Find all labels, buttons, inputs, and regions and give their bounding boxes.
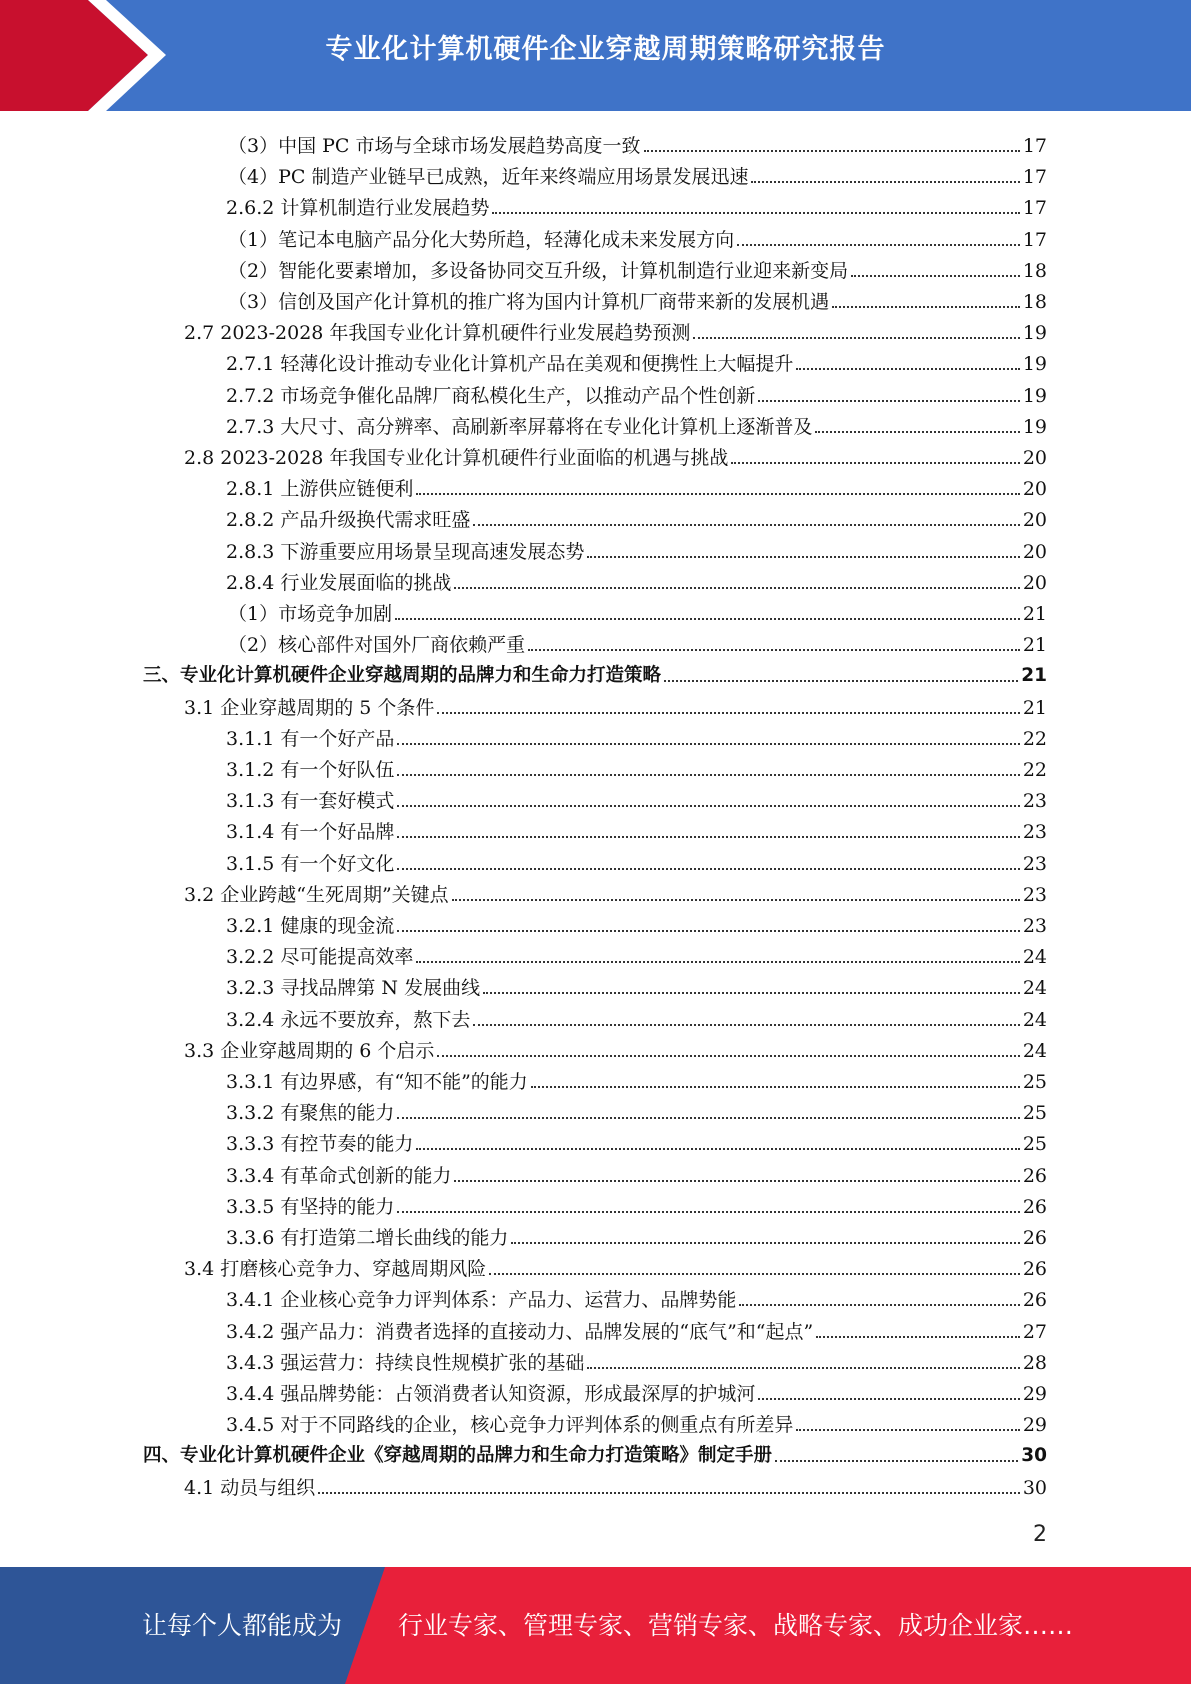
toc-entry[interactable]: [226, 813, 1047, 844]
toc-entry[interactable]: [184, 689, 1047, 720]
toc-entry-page: 29: [1022, 1383, 1047, 1405]
toc-dot-leader: [739, 1304, 1019, 1306]
toc-entry-page: 20: [1022, 478, 1047, 501]
toc-entry-page: 20: [1022, 447, 1047, 469]
page-number: 2: [1033, 1522, 1047, 1547]
toc-dot-leader: [416, 1148, 1019, 1150]
toc-entry-page: 23: [1022, 883, 1047, 906]
toc-entry-page: 22: [1022, 759, 1047, 781]
toc-entry[interactable]: [226, 1406, 1047, 1437]
toc-dot-leader: [587, 1367, 1019, 1369]
toc-dot-leader: [492, 212, 1019, 214]
toc-entry[interactable]: [226, 969, 1047, 1000]
toc-entry[interactable]: [226, 1188, 1047, 1219]
toc-entry[interactable]: [226, 907, 1047, 938]
toc-entry-page: 21: [1022, 603, 1047, 625]
toc-dot-leader: [397, 805, 1019, 807]
toc-entry-title: （1）市场竞争加剧: [228, 603, 393, 625]
toc-entry-page: 23: [1022, 915, 1047, 937]
toc-dot-leader: [473, 1024, 1019, 1026]
toc-entry-page: 22: [1022, 727, 1047, 750]
toc-entry[interactable]: [184, 1250, 1047, 1281]
toc-entry-title: 2.7.3 大尺寸、高分辨率、高刷新率屏幕将在专业化计算机上逐渐普及: [226, 415, 813, 438]
toc-entry-title: 3.2.1 健康的现金流: [226, 915, 395, 937]
toc-dot-leader: [775, 1460, 1018, 1462]
toc-entry[interactable]: [226, 533, 1047, 564]
toc-entry-title: 3.2 企业跨越“生死周期”关键点: [184, 883, 449, 906]
toc-entry[interactable]: [184, 1032, 1047, 1063]
toc-dot-leader: [489, 1273, 1020, 1275]
toc-entry-title: 3.4.4 强品牌势能：占领消费者认知资源，形成最深厚的护城河: [226, 1383, 756, 1405]
toc-entry-title: 2.8.3 下游重要应用场景呈现高速发展态势: [226, 540, 585, 563]
toc-entry[interactable]: [226, 1094, 1047, 1125]
toc-entry-title: 2.8.2 产品升级换代需求旺盛: [226, 509, 471, 532]
toc-dot-leader: [511, 1242, 1019, 1244]
toc-entry-page: 26: [1022, 1227, 1047, 1249]
toc-entry[interactable]: [226, 1281, 1047, 1312]
toc-entry-title: 2.8.1 上游供应链便利: [226, 478, 414, 501]
toc-entry-page: 24: [1022, 946, 1047, 969]
toc-dot-leader: [416, 961, 1019, 963]
toc-dot-leader: [816, 1336, 1020, 1338]
toc-entry[interactable]: [226, 720, 1047, 751]
toc-entry-page: 17: [1022, 135, 1047, 157]
toc-dot-leader: [454, 1180, 1019, 1182]
toc-entry-title: 3.2.3 寻找品牌第 N 发展曲线: [226, 977, 481, 1000]
toc-entry[interactable]: [228, 626, 1047, 657]
toc-entry-title: 3.4.2 强产品力：消费者选择的直接动力、品牌发展的“底气”和“起点”: [226, 1320, 814, 1343]
toc-entry[interactable]: [226, 751, 1047, 782]
toc-entry-title: 3.1.2 有一个好队伍: [226, 759, 395, 781]
toc-dot-leader: [751, 181, 1019, 183]
toc-entry[interactable]: [226, 1344, 1047, 1375]
toc-dot-leader: [528, 649, 1020, 651]
toc-entry-page: 26: [1022, 1289, 1047, 1312]
toc-entry-page: 21: [1022, 696, 1047, 719]
toc-entry-title: 2.7.2 市场竞争催化品牌厂商私模化生产，以推动产品个性创新: [226, 384, 756, 407]
toc-entry-page: 21: [1021, 665, 1047, 687]
toc-entry-title: 3.3.1 有边界感，有“知不能”的能力: [226, 1071, 528, 1093]
toc-dot-leader: [531, 1086, 1020, 1088]
toc-dot-leader: [416, 493, 1019, 495]
toc-entry-title: 2.6.2 计算机制造行业发展趋势: [226, 197, 490, 220]
toc-entry[interactable]: [226, 470, 1047, 501]
toc-entry-title: 3.4.1 企业核心竞争力评判体系：产品力、运营力、品牌势能: [226, 1289, 737, 1312]
toc-entry-title: 2.8 2023-2028 年我国专业化计算机硬件行业面临的机遇与挑战: [184, 447, 729, 469]
toc-dot-leader: [397, 743, 1019, 745]
toc-entry[interactable]: [226, 1125, 1047, 1156]
toc-entry-title: （2）核心部件对国外厂商依赖严重: [228, 634, 526, 657]
toc-dot-leader: [731, 462, 1019, 464]
toc-entry-page: 18: [1022, 259, 1047, 282]
toc-entry[interactable]: [143, 657, 1047, 688]
toc-dot-leader: [737, 244, 1020, 246]
toc-entry[interactable]: [184, 1469, 1047, 1500]
toc-entry[interactable]: [228, 252, 1047, 283]
toc-entry-title: 2.7 2023-2028 年我国专业化计算机硬件行业发展趋势预测: [184, 322, 691, 345]
toc-entry-title: 3.1 企业穿越周期的 5 个条件: [184, 696, 435, 719]
toc-dot-leader: [452, 899, 1020, 901]
toc-entry-page: 19: [1022, 353, 1047, 376]
toc-entry[interactable]: [226, 345, 1047, 376]
toc-entry[interactable]: [226, 408, 1047, 439]
toc-entry[interactable]: [226, 189, 1047, 220]
toc-entry[interactable]: [228, 221, 1047, 252]
toc-entry-page: 19: [1022, 322, 1047, 345]
toc-dot-leader: [587, 556, 1019, 558]
toc-entry-page: 20: [1022, 509, 1047, 532]
toc-entry-page: 23: [1022, 821, 1047, 844]
toc-dot-leader: [851, 275, 1020, 277]
toc-entry-title: 3.1.3 有一套好模式: [226, 790, 395, 813]
toc-entry[interactable]: [226, 845, 1047, 876]
toc-entry-page: 26: [1022, 1195, 1047, 1218]
toc-entry-title: 2.7.1 轻薄化设计推动专业化计算机产品在美观和便携性上大幅提升: [226, 353, 794, 376]
toc-entry-title: 四、专业化计算机硬件企业《穿越周期的品牌力和生命力打造策略》制定手册: [143, 1445, 773, 1467]
toc-dot-leader: [397, 1211, 1019, 1213]
toc-entry[interactable]: [226, 1157, 1047, 1188]
toc-dot-leader: [318, 1492, 1020, 1494]
toc-entry-page: 18: [1022, 291, 1047, 313]
toc-entry-page: 24: [1022, 1008, 1047, 1031]
toc-dot-leader: [397, 868, 1019, 870]
toc-entry-title: 3.4.5 对于不同路线的企业，核心竞争力评判体系的侧重点有所差异: [226, 1414, 794, 1437]
toc-entry[interactable]: [228, 158, 1047, 189]
toc-entry-page: 21: [1022, 634, 1047, 657]
toc-entry[interactable]: [184, 876, 1047, 907]
toc-entry-page: 25: [1022, 1102, 1047, 1125]
toc-entry-title: （4）PC 制造产业链早已成熟，近年来终端应用场景发展迅速: [228, 166, 749, 189]
toc-dot-leader: [693, 337, 1019, 339]
page-header: [0, 0, 1191, 111]
toc-entry-title: 4.1 动员与组织: [184, 1476, 316, 1499]
toc-dot-leader: [454, 587, 1019, 589]
toc-entry-page: 24: [1022, 977, 1047, 1000]
toc-dot-leader: [397, 836, 1019, 838]
toc-entry-title: 3.3.4 有革命式创新的能力: [226, 1164, 452, 1187]
toc-entry[interactable]: [226, 377, 1047, 408]
footer-slogan-left: 让每个人都能成为: [142, 1611, 343, 1640]
toc-entry-page: 28: [1022, 1351, 1047, 1374]
toc-entry[interactable]: [226, 1219, 1047, 1250]
toc-entry-page: 29: [1022, 1414, 1047, 1437]
toc-entry-title: （1）笔记本电脑产品分化大势所趋，轻薄化成未来发展方向: [228, 228, 735, 251]
toc-entry-title: （2）智能化要素增加，多设备协同交互升级，计算机制造行业迎来新变局: [228, 259, 849, 282]
toc-dot-leader: [815, 431, 1019, 433]
toc-entry-title: 3.3.3 有控节奏的能力: [226, 1133, 414, 1156]
toc-dot-leader: [397, 774, 1019, 776]
toc-entry-title: 3.1.1 有一个好产品: [226, 727, 395, 750]
toc-entry-title: 3.1.4 有一个好品牌: [226, 821, 395, 844]
toc-entry[interactable]: [143, 1437, 1047, 1468]
toc-entry-page: 30: [1021, 1445, 1047, 1467]
toc-entry[interactable]: [228, 127, 1047, 158]
toc-entry[interactable]: [228, 283, 1047, 314]
toc-entry-page: 17: [1022, 166, 1047, 189]
toc-entry-title: （3）中国 PC 市场与全球市场发展趋势高度一致: [228, 135, 641, 157]
page-footer: [0, 1567, 1191, 1684]
toc-entry-page: 17: [1022, 197, 1047, 220]
toc-entry-title: 3.3.2 有聚焦的能力: [226, 1102, 395, 1125]
toc-entry-page: 23: [1022, 852, 1047, 875]
toc-entry-page: 20: [1022, 540, 1047, 563]
toc-dot-leader: [796, 1429, 1019, 1431]
toc-entry[interactable]: [226, 782, 1047, 813]
toc-dot-leader: [473, 524, 1019, 526]
toc-dot-leader: [395, 618, 1020, 620]
toc-entry-page: 19: [1022, 384, 1047, 407]
toc-entry-page: 20: [1022, 571, 1047, 594]
toc-entry-title: 3.2.4 永远不要放弃，熬下去: [226, 1008, 471, 1031]
toc-entry[interactable]: [226, 501, 1047, 532]
toc-dot-leader: [644, 150, 1020, 152]
toc-dot-leader: [397, 930, 1019, 932]
toc-entry[interactable]: [184, 314, 1047, 345]
toc-entry[interactable]: [226, 1001, 1047, 1032]
toc-entry-page: 17: [1022, 228, 1047, 251]
toc-dot-leader: [437, 1055, 1019, 1057]
toc-dot-leader: [437, 712, 1019, 714]
toc-entry-page: 26: [1022, 1164, 1047, 1187]
toc-entry-title: 3.3.5 有坚持的能力: [226, 1195, 395, 1218]
toc-entry-page: 24: [1022, 1039, 1047, 1062]
toc-entry-title: 3.1.5 有一个好文化: [226, 852, 395, 875]
toc-entry-page: 23: [1022, 790, 1047, 813]
toc-entry-page: 27: [1022, 1320, 1047, 1343]
toc-entry[interactable]: [226, 1375, 1047, 1406]
toc-entry-title: 三、专业化计算机硬件企业穿越周期的品牌力和生命力打造策略: [143, 665, 662, 687]
toc-dot-leader: [397, 1117, 1019, 1119]
toc-entry[interactable]: [226, 938, 1047, 969]
toc-dot-leader: [832, 306, 1020, 308]
toc-dot-leader: [483, 992, 1020, 994]
toc-entry-page: 30: [1022, 1476, 1047, 1499]
toc-entry-title: 3.3.6 有打造第二增长曲线的能力: [226, 1227, 509, 1249]
toc-entry[interactable]: [226, 1063, 1047, 1094]
toc-dot-leader: [758, 400, 1019, 402]
toc-entry[interactable]: [228, 595, 1047, 626]
toc-entry-title: 3.4 打磨核心竞争力、穿越周期风险: [184, 1258, 487, 1281]
toc-entry-title: 2.8.4 行业发展面临的挑战: [226, 571, 452, 594]
toc-dot-leader: [664, 680, 1018, 682]
toc-entry[interactable]: [226, 564, 1047, 595]
footer-slogan-right: 行业专家、管理专家、营销专家、战略专家、成功企业家……: [398, 1611, 1074, 1640]
toc-entry-title: 3.3 企业穿越周期的 6 个启示: [184, 1039, 435, 1062]
toc-entry-title: 3.2.2 尽可能提高效率: [226, 946, 414, 969]
toc-entry-page: 25: [1022, 1071, 1047, 1093]
report-title: 专业化计算机硬件企业穿越周期策略研究报告: [325, 34, 886, 65]
toc-entry-title: （3）信创及国产化计算机的推广将为国内计算机厂商带来新的发展机遇: [228, 291, 830, 313]
toc-entry-page: 26: [1022, 1258, 1047, 1281]
toc-entry-title: 3.4.3 强运营力：持续良性规模扩张的基础: [226, 1351, 585, 1374]
toc-entry-page: 19: [1022, 415, 1047, 438]
toc-dot-leader: [796, 368, 1019, 370]
toc-entry[interactable]: [226, 1313, 1047, 1344]
toc-entry-page: 25: [1022, 1133, 1047, 1156]
toc-dot-leader: [758, 1398, 1019, 1400]
toc-entry[interactable]: [184, 439, 1047, 470]
